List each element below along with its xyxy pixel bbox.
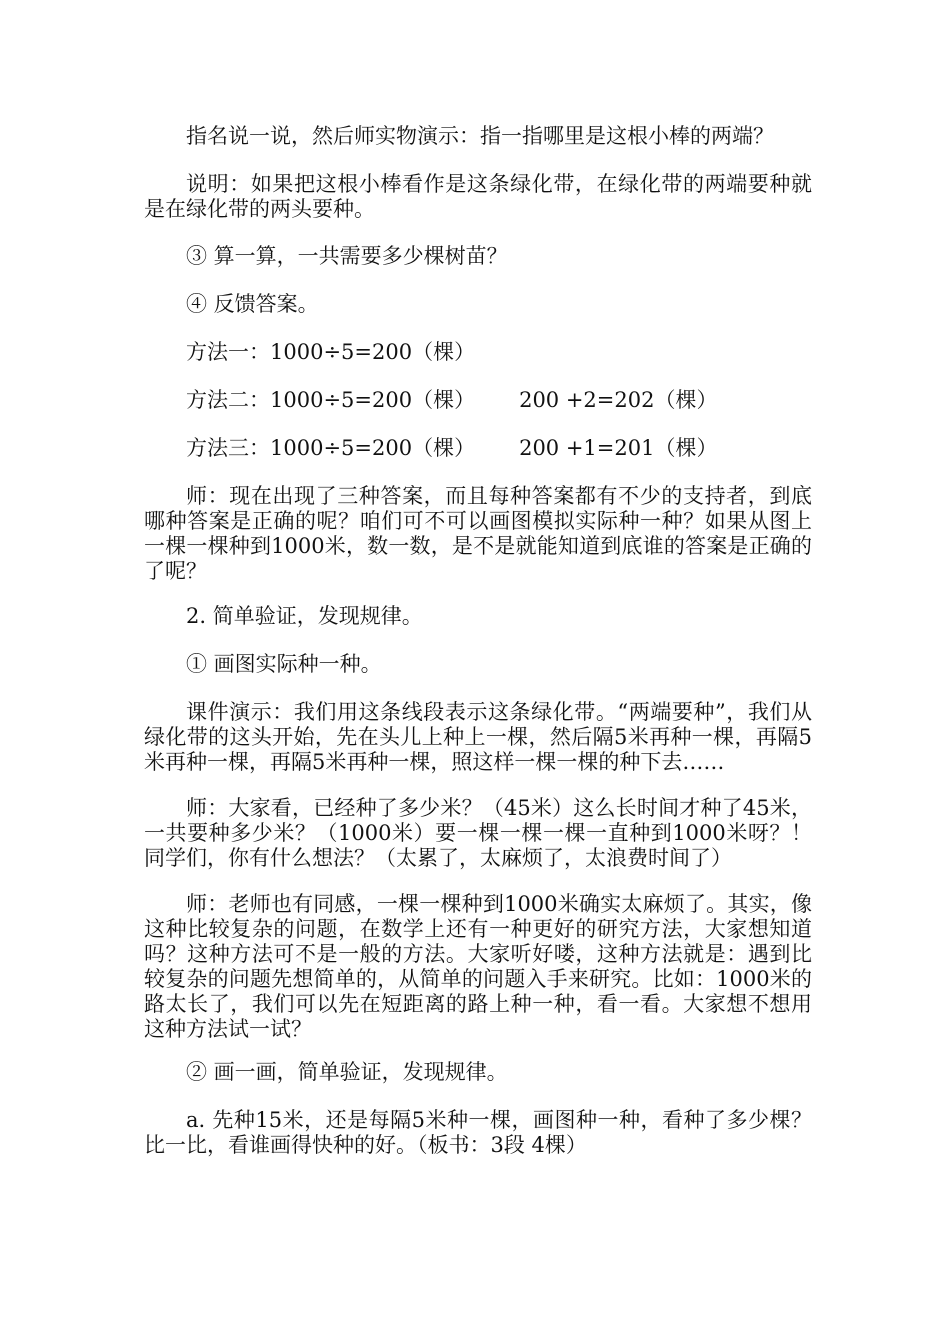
method-two-equation-1: 方法二：1000÷5=200（棵） xyxy=(186,388,476,412)
paragraph-courseware-demo xyxy=(144,700,812,775)
method-two xyxy=(144,388,812,413)
paragraph-text: ① 画图实际种一种。 xyxy=(186,652,382,676)
paragraph-teacher-method xyxy=(144,892,812,1042)
paragraph-text: 2. 简单验证，发现规律。 xyxy=(186,604,423,628)
paragraph-teacher-observe xyxy=(144,796,812,871)
paragraph-step-3 xyxy=(144,244,812,269)
method-one xyxy=(144,340,812,365)
paragraph-step-4 xyxy=(144,292,812,317)
method-one-equation: 方法一：1000÷5=200（棵） xyxy=(186,340,476,364)
method-three-equation-1: 方法三：1000÷5=200（棵） xyxy=(186,436,476,460)
paragraph-text: ② 画一画，简单验证，发现规律。 xyxy=(186,1060,508,1084)
paragraph-text: 师：老师也有同感，一棵一棵种到1000米确实太麻烦了。其实，像这种比较复杂的问题，在数学上还有一种更好的研究方法，大家想知道吗？这种方法可不是一般的方法。大家听好喽，这种方法就是：遇到比较复杂的问题先想简单的，从简单的问题入手来研究。比如：1000米的路太长了，我们可以先在短距离的路上种一种，看一看。大家想不想用这种方法试一试？ xyxy=(144,892,812,1041)
method-three-equation-2: 200 +1=201（棵） xyxy=(519,436,718,460)
paragraph-explanation xyxy=(144,172,812,222)
paragraph-teacher-question xyxy=(144,484,812,584)
paragraph-text: a. 先种15米，还是每隔5米种一棵，画图种一种，看种了多少棵？比一比，看谁画得快种的好。（板书：3段 4棵） xyxy=(144,1108,812,1157)
paragraph-step-2 xyxy=(144,1060,812,1085)
paragraph-text: 课件演示：我们用这条线段表示这条绿化带。“两端要种”，我们从绿化带的这头开始，先在头儿上种上一棵，然后隔5米再种一棵，再隔5米再种一棵，再隔5米再种一棵，照这样一棵一棵的种下去…… xyxy=(144,700,812,774)
paragraph-text: ③ 算一算，一共需要多少棵树苗？ xyxy=(186,244,508,268)
section-heading-2 xyxy=(144,604,812,629)
paragraph-text: 说明：如果把这根小棒看作是这条绿化带，在绿化带的两端要种就是在绿化带的两头要种。 xyxy=(144,172,812,221)
paragraph-step-a xyxy=(144,1108,812,1158)
method-three xyxy=(144,436,812,461)
paragraph-step-1 xyxy=(144,652,812,677)
paragraph-text: 师：大家看，已经种了多少米？（45米）这么长时间才种了45米，一共要种多少米？（1000米）要一棵一棵一棵一直种到1000米呀？！同学们，你有什么想法？（太累了，太麻烦了，太浪费时间了） xyxy=(144,796,812,870)
paragraph-instruction xyxy=(144,124,812,149)
paragraph-text: 指名说一说，然后师实物演示：指一指哪里是这根小棒的两端？ xyxy=(186,124,774,148)
paragraph-text: 师：现在出现了三种答案，而且每种答案都有不少的支持者，到底哪种答案是正确的呢？咱们可不可以画图模拟实际种一种？如果从图上一棵一棵种到1000米，数一数，是不是就能知道到底谁的答案是正确的了呢？ xyxy=(144,484,812,583)
method-two-equation-2: 200 +2=202（棵） xyxy=(519,388,718,412)
paragraph-text: ④ 反馈答案。 xyxy=(186,292,319,316)
